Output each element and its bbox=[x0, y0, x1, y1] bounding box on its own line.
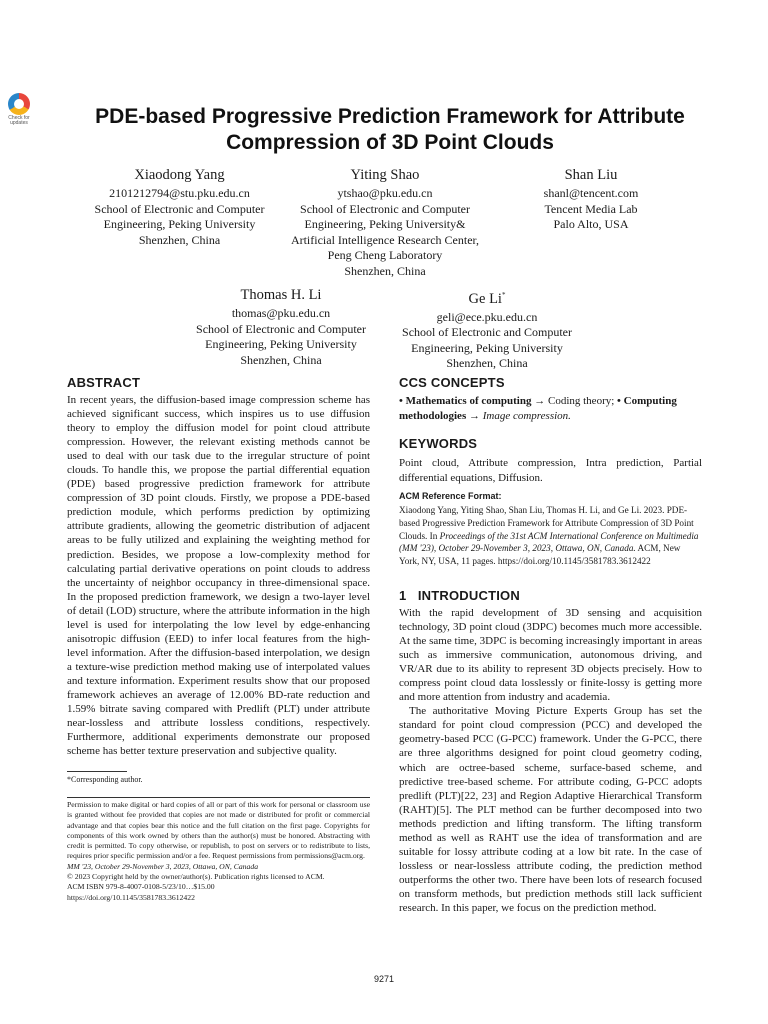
ccs-term: → Coding theory; bbox=[534, 395, 615, 407]
check-for-updates-badge[interactable] bbox=[4, 93, 34, 125]
corresponding-author-note: *Corresponding author. bbox=[67, 775, 143, 784]
author-block-4 bbox=[171, 286, 391, 368]
permission-block bbox=[67, 800, 370, 903]
author-email: shanl@tencent.com bbox=[543, 186, 639, 200]
author-block-2 bbox=[275, 166, 495, 279]
author-affiliation: School of Electronic and Computer bbox=[402, 325, 572, 340]
ccs-heading: CCS CONCEPTS bbox=[399, 375, 505, 390]
author-location: Palo Alto, USA bbox=[553, 217, 629, 231]
copyright-line: © 2023 Copyright held by the owner/author(s). Publication rights licensed to ACM. bbox=[67, 872, 325, 882]
author-affiliation: School of Electronic and Computer bbox=[94, 201, 265, 216]
author-location: Shenzhen, China bbox=[446, 356, 528, 371]
paragraph: The authoritative Moving Picture Experts Group has set the standard for point cloud compression (PCC) and developed the geometry-based PCC (G-PCC) framework. Under the G-PCC, there are three algorithms designed for point cloud geometry coding, which are octree-based scheme, surface-based scheme, and predictive tree-based scheme. For attribute coding, G-PCC adopts predlift (PLT)[22, 23] and Region Adaptive Hierarchical Transform (RAHT)[5]. The PLT method can be further decomposed into two methods prediction and lifting transform. The lifting transform method as well as RAHT use the idea of transformation and are suitable for lossy attribute coding at a low bit rate. In the case of lossless or near-lossless attribute coding, the prediction method outperforms the other two. There have been lots of research focused on transform methods, but prediction methods still lack sufficient research. In this paper, we focus on the prediction method. bbox=[399, 705, 702, 914]
author-affiliation: Peng Cheng Laboratory bbox=[327, 248, 443, 262]
author-block-3 bbox=[500, 166, 682, 233]
doi-link[interactable]: https://doi.org/10.1145/3581783.3612422 bbox=[67, 892, 195, 902]
author-affiliation: School of Electronic and Computer bbox=[300, 201, 470, 216]
author-affiliation: Engineering, Peking University& bbox=[304, 217, 466, 231]
conference-venue: MM '23, October 29-November 3, 2023, Ottawa, ON, Canada bbox=[67, 861, 259, 871]
corresponding-mark: * bbox=[501, 291, 506, 299]
author-email: ytshao@pku.edu.cn bbox=[337, 186, 433, 200]
abstract-text: In recent years, the diffusion-based image compression scheme has achieved significant success, which inspires us to use diffusion theory to employ the diffusion model for point cloud attribute compression. However, the relevant existing methods cannot be used to deal with our task due to the irregular structure of point clouds. To handle this, we propose the partial differential equation (PDE) based progressive prediction framework for attribute compression of 3D point clouds. Firstly, we propose a PDE-based prediction module, which performs prediction by optimizing attribute gradients, allowing the geometric distribution of adjacent areas to be fully utilized and explaining the weighting method for prediction. Besides, we propose a low-complexity method for calculating partial derivative operations on point clouds to address the uncertainty of neighbor occupancy in three-dimensional space. In the proposed prediction framework, we design a two-layer level of detail (LOD) structure, where the attribute information in the high level is used for interpolating the low level by edge-enhancing anisotropic diffusion (EED) to infer local features from the high-level information. After the diffusion-based interpolation, we design a texture-wise prediction method making use of interpolated values and texture information. Experiment results show that our proposed framework achieves an average of 12.00% BD-rate reduction and 1.59% bitrate saving compared with Predlift (PLT) under attribute near-lossless and attribute lossless conditions, respectively. Furthermore, additional experiments demonstrate our proposed scheme has better texture preservation and subjective quality. bbox=[67, 394, 370, 758]
badge-line-1: Check for bbox=[8, 115, 30, 121]
keywords-text: Point cloud, Attribute compression, Intra prediction, Partial differential equations, Diffusion. bbox=[399, 457, 702, 484]
author-affiliation: Tencent Media Lab bbox=[544, 201, 638, 216]
author-email: geli@ece.pku.edu.cn bbox=[436, 309, 538, 324]
author-affiliation: Engineering, Peking University bbox=[103, 217, 256, 231]
author-affiliation: Engineering, Peking University bbox=[205, 337, 357, 351]
paper-title: PDE-based Progressive Prediction Framework for Attribute Compression of 3D Point Clouds bbox=[95, 105, 685, 154]
author-name: Thomas H. Li bbox=[240, 287, 322, 303]
ccs-term: • Mathematics of computing bbox=[399, 395, 532, 407]
author-block-5 bbox=[377, 286, 597, 372]
author-name: Ge Li* bbox=[468, 290, 506, 307]
page-number: 9271 bbox=[373, 974, 395, 984]
author-name: Shan Liu bbox=[564, 167, 618, 183]
check-for-updates-icon bbox=[8, 93, 30, 115]
footnote-rule bbox=[67, 771, 127, 772]
author-block-1 bbox=[67, 166, 292, 248]
author-name: Yiting Shao bbox=[350, 167, 420, 183]
keywords-heading: KEYWORDS bbox=[399, 436, 478, 451]
ccs-term: Image compression. bbox=[482, 409, 571, 422]
permission-rule bbox=[67, 797, 370, 798]
author-location: Shenzhen, China bbox=[240, 352, 322, 367]
author-name: Xiaodong Yang bbox=[134, 167, 225, 183]
author-affiliation: Artificial Intelligence Research Center, bbox=[290, 232, 480, 247]
ccs-term: → bbox=[468, 409, 480, 422]
ccs-concepts bbox=[399, 394, 702, 423]
author-email: 2101212794@stu.pku.edu.cn bbox=[109, 186, 250, 200]
author-location: Shenzhen, China bbox=[138, 232, 221, 247]
acm-reference-text: Xiaodong Yang, Yiting Shao, Shan Liu, Thomas H. Li, and Ge Li. 2023. PDE-based Progressive Prediction Framework for Attribute Compression of 3D Point Clouds. In Proceedings of the 31st ACM International Conference on Multimedia (MM '23), October 29-November 3, 2023, Ottawa, ON, Canada. ACM, New York, NY, USA, 11 pages. https://doi.org/10.1145/3581783.3612422 bbox=[399, 505, 699, 567]
ccs-term: • Computing methodologies bbox=[399, 395, 677, 422]
author-affiliation: School of Electronic and Computer bbox=[196, 321, 366, 336]
isbn-line: ACM ISBN 979-8-4007-0108-5/23/10…$15.00 bbox=[67, 882, 215, 892]
introduction-body bbox=[399, 606, 702, 915]
introduction-heading: 1 INTRODUCTION bbox=[399, 588, 520, 603]
badge-line-2: updates bbox=[10, 120, 28, 126]
abstract-heading: ABSTRACT bbox=[67, 375, 141, 390]
acm-reference-heading: ACM Reference Format: bbox=[399, 491, 502, 501]
author-affiliation: Engineering, Peking University bbox=[411, 340, 563, 355]
author-location: Shenzhen, China bbox=[344, 263, 426, 278]
permission-text: Permission to make digital or hard copies of all or part of this work for personal or classroom use is granted without fee provided that copies are not made or distributed for profit or commercial advantage and that copies bear this notice and the full citation on the first page. Copyrights for components of this work owned by others than the author(s) must be honored. Abstracting with credit is permitted. To copy otherwise, or republish, to post on servers or to redistribute to lists, requires prior specific permission and/or a fee. Request permissions from permissions@acm.org. bbox=[67, 800, 370, 861]
author-email: thomas@pku.edu.cn bbox=[231, 306, 331, 320]
paragraph: With the rapid development of 3D sensing and acquisition technology, 3D point cloud (3DPC) becomes much more accessible. At the same time, 3DPC is becoming increasingly important in areas such as immersive communication, autonomous driving, and VR/AR due to its ability to represent 3D objects precisely. How to compress point cloud data losslessly or finite-lossy is getting more and more attention from industry and academia. bbox=[399, 607, 702, 704]
